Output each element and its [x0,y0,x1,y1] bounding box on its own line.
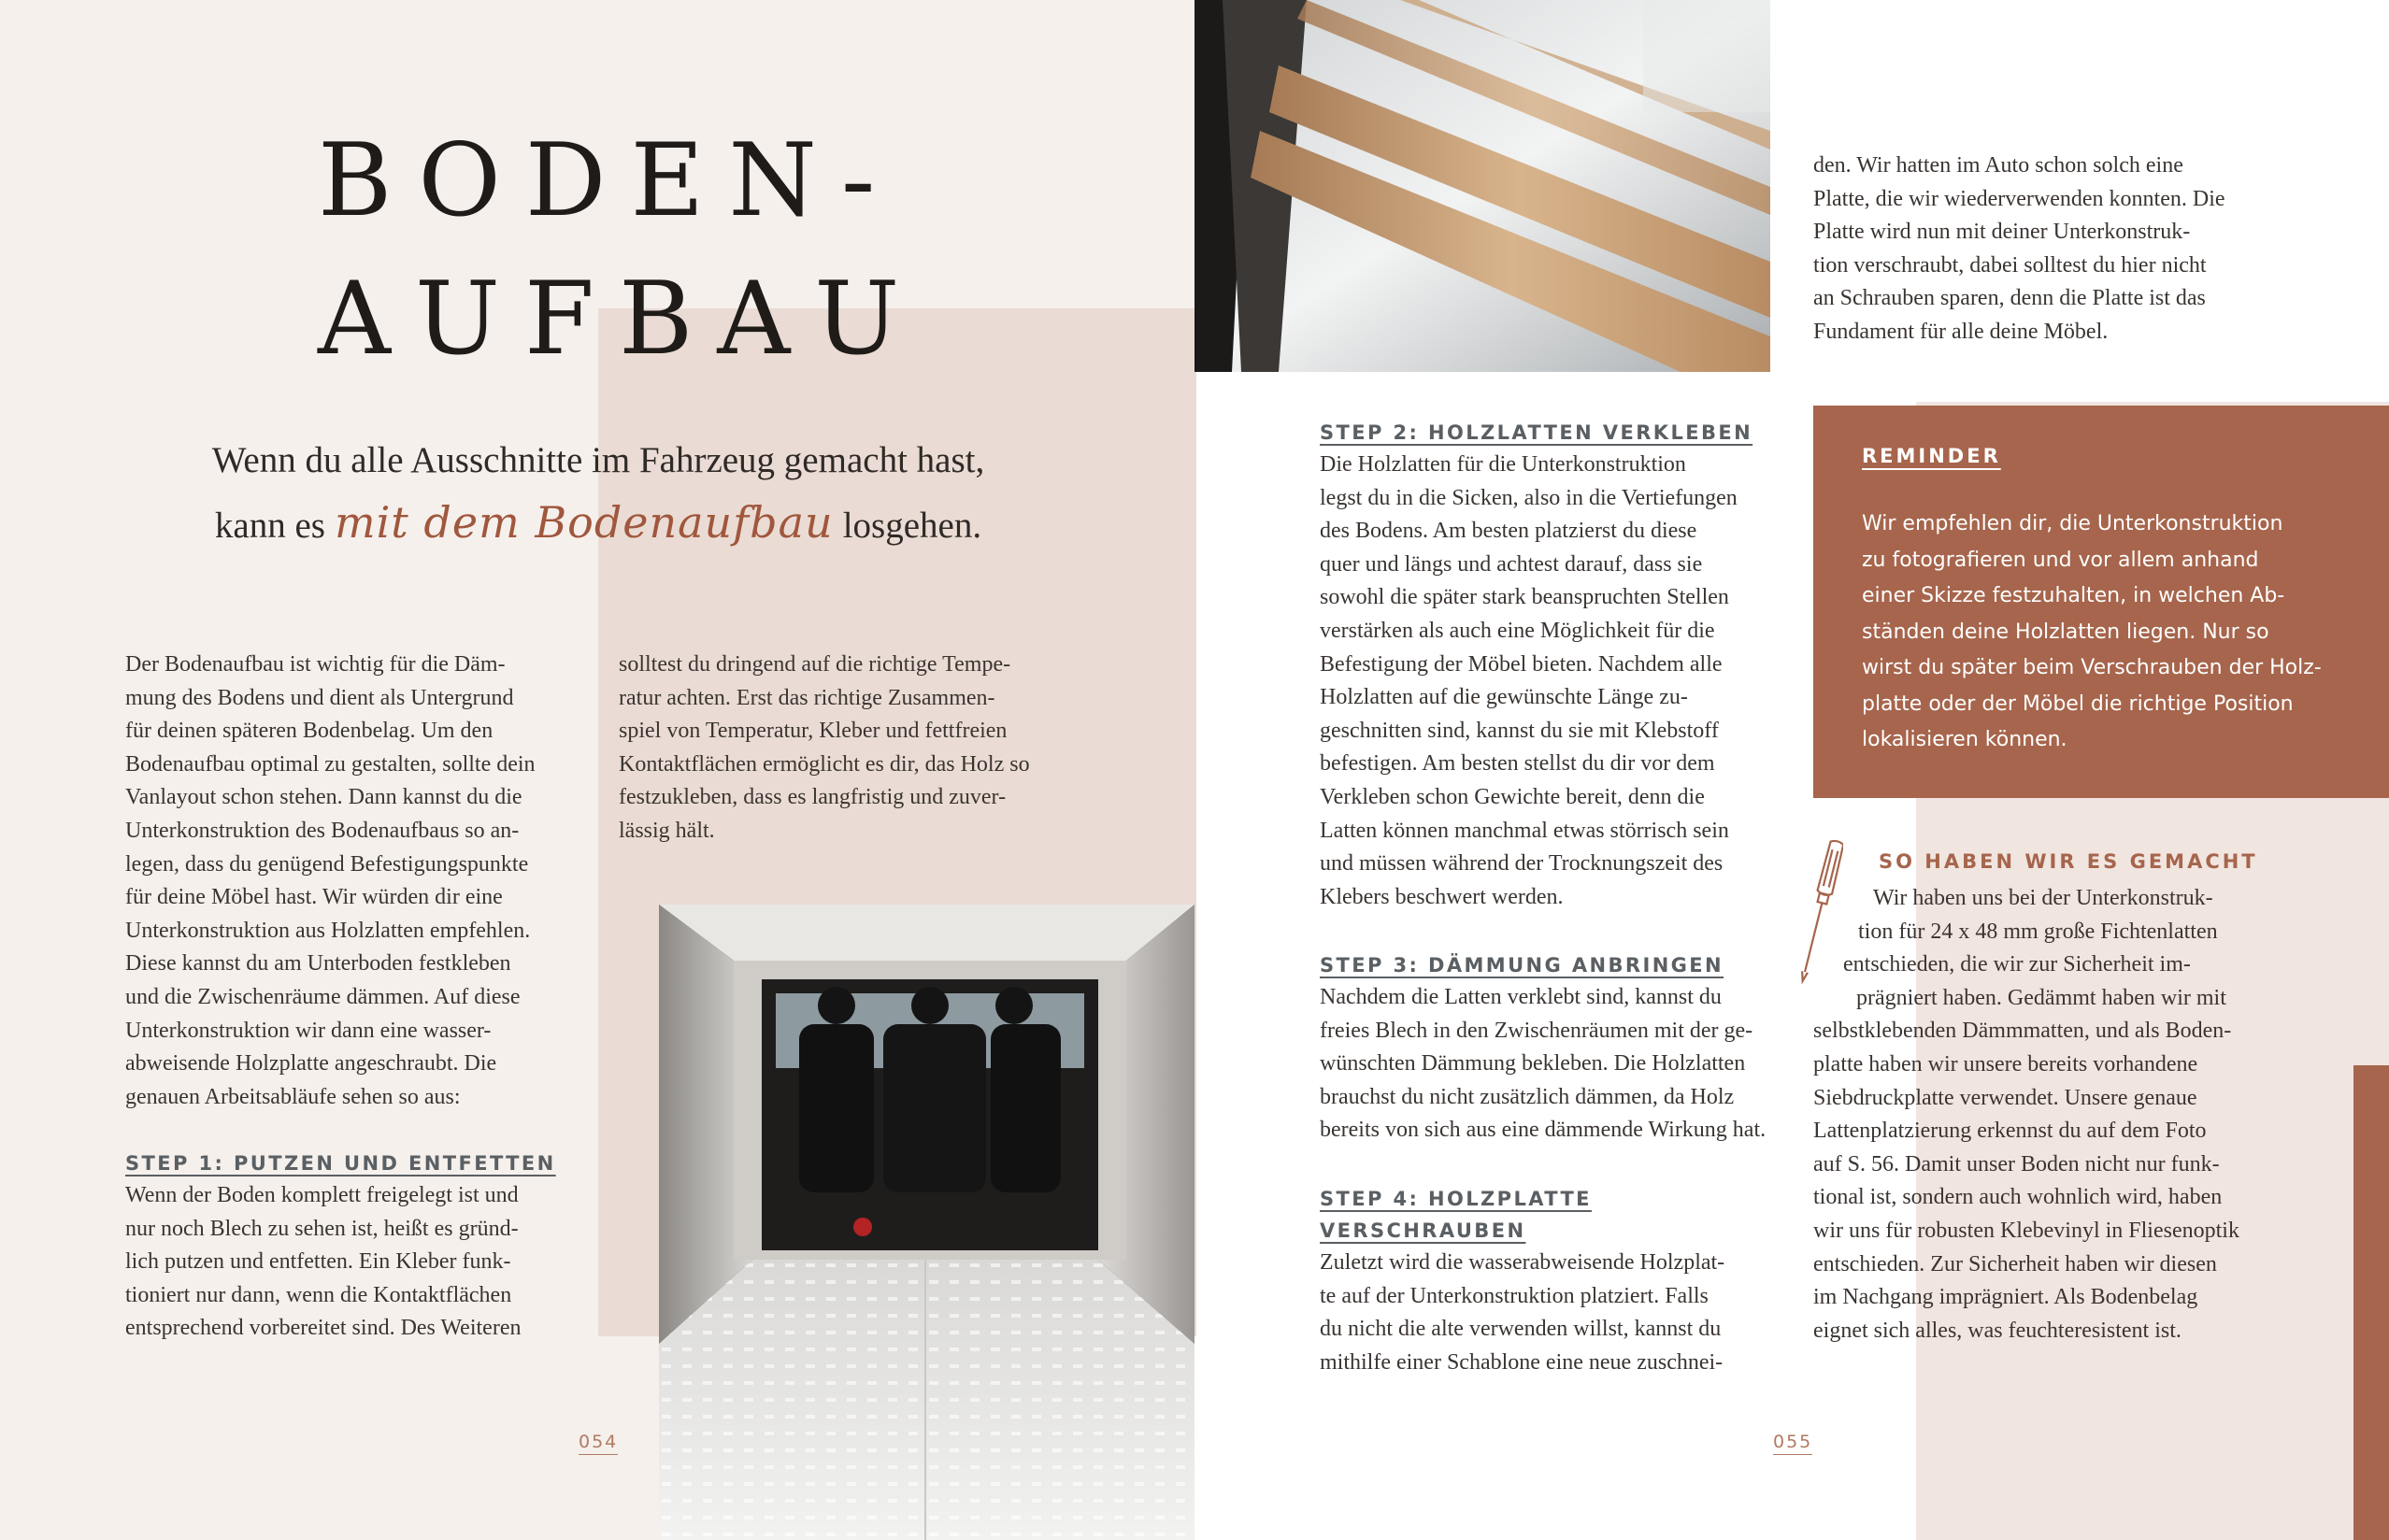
text-line: Verkleben schon Gewichte bereit, denn die [1320,784,1705,809]
text-line: du nicht die alte verwenden willst, kannst du [1320,1317,1722,1342]
text-line: Kontaktflächen ermöglicht es dir, das Holz so [619,751,1030,777]
text-line: Klebers beschwert werden. [1320,884,1564,909]
text-line: eignet sich alles, was feuchteresistent ist. [1813,1318,2182,1343]
lead-paragraph [140,430,1056,557]
text-line: platte oder der Möbel die richtige Position [1862,692,2294,716]
step-2-block [1320,417,1806,914]
text-line: tioniert nur dann, wenn die Kontaktflächen [125,1282,512,1307]
text-line: lich putzen und entfetten. Ein Kleber funk- [125,1249,511,1275]
lead-line-1: Wenn du alle Ausschnitte im Fahrzeug gemacht hast, [211,440,985,480]
text-line: lässig hält. [619,818,715,843]
text-line: sowohl die später stark beanspruchten Stellen [1320,585,1729,610]
text-line: im Nachgang imprägniert. Als Bodenbelag [1813,1285,2198,1310]
page-number-left: 054 [579,1432,618,1455]
text-line: verstärken als auch eine Möglichkeit für die [1320,618,1715,643]
column-2-text [619,649,1105,848]
title-line-1: BODEN- [318,122,900,239]
reminder-text [1862,506,2329,759]
wood-slats-photo [1194,0,1770,372]
text-line: selbstklebenden Dämmmatten, und als Boden- [1813,1019,2232,1044]
text-line: den. Wir hatten im Auto schon solch eine [1813,153,2183,178]
text-line: an Schrauben sparen, denn die Platte ist das [1813,286,2206,311]
text-line: wir uns für robusten Klebevinyl in Fliesenoptik [1813,1218,2239,1243]
text-line: festzukleben, dass es langfristig und zuver- [619,785,1007,810]
text-line: für deinen späteren Bodenbelag. Um den [125,719,494,744]
text-line: Wir haben uns bei der Unterkonstruk- [1873,886,2213,910]
text-line: Unterkonstruktion des Bodenaufbaus so an- [125,818,520,843]
step-1-heading: STEP 1: PUTZEN UND ENTFETTEN [125,1152,556,1175]
wood-slats-illustration [1194,0,1770,372]
text-line: Nachdem die Latten verklebt sind, kannst du [1320,985,1722,1009]
text-line: Diese kannst du am Unterboden festkleben [125,951,511,977]
step-4-heading: STEP 4: HOLZPLATTE VERSCHRAUBEN [1320,1188,1592,1242]
lead-script-text: mit dem Bodenaufbau [334,497,834,548]
text-line: te auf der Unterkonstruktion platziert. Falls [1320,1283,1709,1308]
text-line: geschnitten sind, kannst du sie mit Klebstoff [1320,718,1719,743]
text-line: Fundament für alle deine Möbel. [1813,319,2109,344]
text-line: Vanlayout schon stehen. Dann kannst du die [125,785,522,810]
text-line: mung des Bodens und dient als Untergrund [125,685,514,710]
text-line: solltest du dringend auf die richtige Tempe- [619,652,1011,677]
text-line: auf S. 56. Damit unser Boden nicht nur funk- [1813,1151,2220,1176]
lead-line-2 [140,492,1056,557]
text-line: lokalisieren können. [1862,728,2067,751]
text-line: Holzlatten auf die gewünschte Länge zu- [1320,685,1688,710]
text-line: spiel von Temperatur, Kleber und fettfreien [619,719,1008,744]
text-line: entschieden, die wir zur Sicherheit im- [1843,952,2191,977]
text-line: Latten können manchmal etwas störrisch sein [1320,818,1729,843]
text-line: mithilfe einer Schablone eine neue zuschnei- [1320,1349,1724,1375]
text-line: für deine Möbel hast. Wir würden dir eine [125,885,503,910]
van-interior-illustration [659,905,1194,1540]
text-line: Unterkonstruktion wir dann eine wasser- [125,1018,492,1043]
text-line: Platte, die wir wiederverwenden konnten. Die [1813,186,2225,211]
so-haben-text [1813,882,2299,1348]
reminder-box [1813,406,2389,798]
reminder-heading: REMINDER [1862,445,2001,467]
text-line: einer Skizze festzuhalten, in welchen Ab- [1862,584,2285,607]
text-line: quer und längs und achtest darauf, dass sie [1320,551,1703,577]
page-title [318,112,972,389]
text-line: wirst du später beim Verschrauben der Holz- [1862,656,2322,679]
text-line: Zuletzt wird die wasserabweisende Holzplat- [1320,1250,1725,1275]
text-line: befestigen. Am besten stellst du dir vor dem [1320,751,1715,777]
text-line: nur noch Blech zu sehen ist, heißt es gründ- [125,1216,519,1241]
lead-text-start: kann es [214,506,325,546]
text-line: ratur achten. Erst das richtige Zusammen- [619,685,995,710]
text-line: wünschten Dämmung bekleben. Die Holzlatten [1320,1051,1746,1077]
text-line: zu fotografieren und vor allem anhand [1862,548,2259,572]
text-line: Unterkonstruktion aus Holzlatten empfehlen. [125,918,531,943]
text-line: legen, dass du genügend Befestigungspunkte [125,851,529,877]
step-2-heading: STEP 2: HOLZLATTEN VERKLEBEN [1320,421,1753,444]
title-line-2: AUFBAU [318,261,924,378]
text-line: Siebdruckplatte verwendet. Unsere genaue [1813,1085,2197,1110]
text-line: entschieden. Zur Sicherheit haben wir diesen [1813,1251,2217,1276]
text-line: Wenn der Boden komplett freigelegt ist und [125,1183,519,1207]
text-line: und die Zwischenräume dämmen. Auf diese [125,984,521,1009]
right-edge-accent [2353,1065,2389,1540]
text-line: entsprechend vorbereitet sind. Des Weiteren [125,1316,522,1341]
text-line: tion für 24 x 48 mm große Fichtenlatten [1858,919,2218,944]
text-line: tional ist, sondern auch wohnlich wird, haben [1813,1185,2223,1210]
text-line: Wir empfehlen dir, die Unterkonstruktion [1862,512,2283,535]
step-4-block [1320,1183,1806,1379]
column-1-text [125,649,593,1114]
text-line: Bodenaufbau optimal zu gestalten, sollte dein [125,751,536,777]
text-line: ständen deine Holzlatten liegen. Nur so [1862,620,2269,644]
lead-text-end: losgehen. [842,506,982,546]
text-line: Befestigung der Möbel bieten. Nachdem alle [1320,651,1723,677]
page-number-right: 055 [1773,1432,1812,1455]
text-line: Platte wird nun mit deiner Unterkonstruk- [1813,220,2191,245]
text-line: Die Holzlatten für die Unterkonstruktion [1320,452,1686,477]
text-line: bereits von sich aus eine dämmende Wirkung hat. [1320,1118,1767,1143]
text-line: legst du in die Sicken, also in die Vertiefungen [1320,485,1738,510]
text-line: tion verschraubt, dabei solltest du hier nicht [1813,252,2207,278]
text-line: prägniert haben. Gedämmt haben wir mit [1856,985,2226,1010]
text-line: Der Bodenaufbau ist wichtig für die Däm- [125,652,506,677]
text-line: freies Blech in den Zwischenräumen mit der ge- [1320,1018,1753,1043]
so-haben-heading: SO HABEN WIR ES GEMACHT [1879,850,2258,873]
step-3-heading: STEP 3: DÄMMUNG ANBRINGEN [1320,954,1724,977]
text-line: Lattenplatzierung erkennst du auf dem Foto [1813,1119,2207,1144]
text-line: des Bodens. Am besten platzierst du diese [1320,519,1697,544]
text-line: platte haben wir unsere bereits vorhandene [1813,1051,2198,1077]
van-interior-photo [659,905,1194,1540]
step-3-block [1320,949,1806,1148]
text-line: abweisende Holzplatte angeschraubt. Die [125,1051,497,1077]
text-line: genauen Arbeitsabläufe sehen so aus: [125,1084,461,1109]
column-4-text [1813,150,2299,349]
step-1-block [125,1148,593,1346]
text-line: brauchst du nicht zusätzlich dämmen, da Holz [1320,1084,1735,1109]
text-line: und müssen während der Trocknungszeit des [1320,851,1724,877]
